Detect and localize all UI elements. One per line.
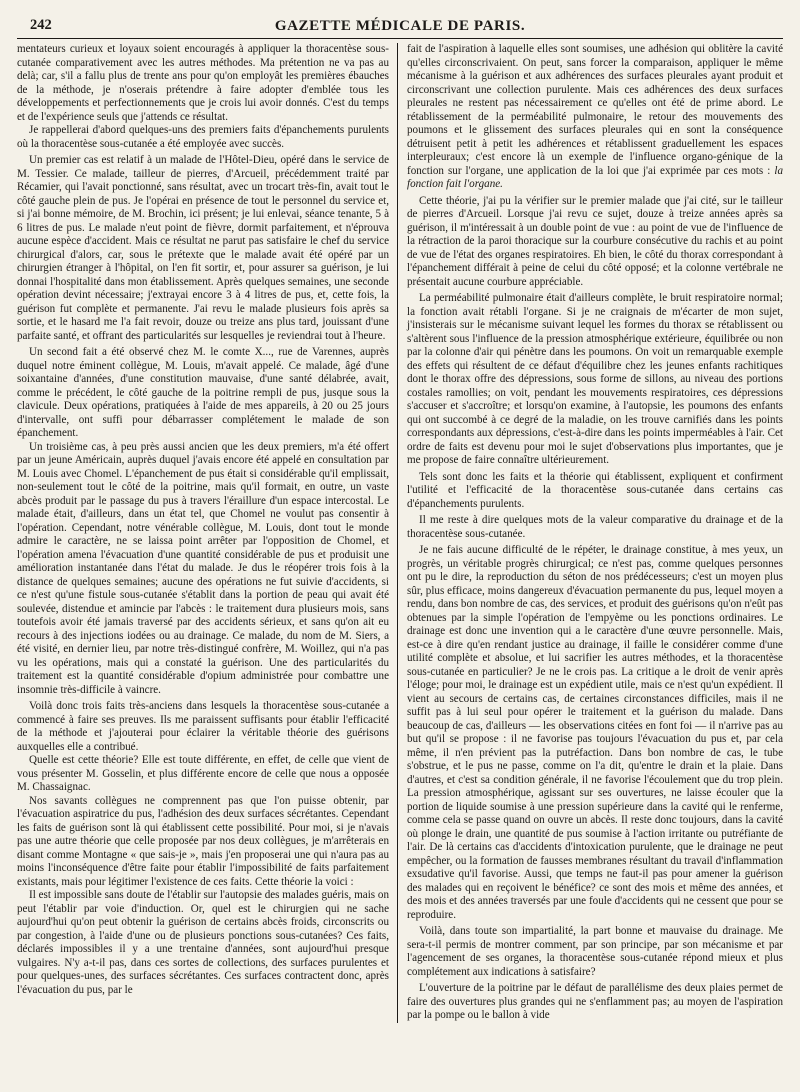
- page-header: [17, 16, 783, 36]
- paragraph: Voilà, dans toute son impartialité, la part bonne et mauvaise du drainage. Me sera-t-il permis de montrer comment, par son principe, par son mécanisme et par l'agencement de ses organes, la thoracentèse sous-cutanée répond mieux et plus complétement aux indications à satisfaire?: [407, 925, 783, 978]
- paragraph: Il me reste à dire quelques mots de la valeur comparative du drainage et de la thoracentèse sous-cutanée.: [407, 514, 783, 540]
- paragraph: La perméabilité pulmonaire était d'ailleurs complète, le bruit respiratoire normal; la fonction avait rétabli l'organe. Si je ne craignais de m'écarter de mon sujet, j'insisterais sur le mécanisme suivant lequel les formes du thorax se rétablissent ou s'altèrent sous l'influence de la pression atmosphérique extérieure, équilibrée ou non par la colonne d'air qui pénètre dans les poumons. On voit un remarquable exemple des effets qui résultent de ce défaut d'équilibre chez les jeunes enfants rachitiques dont le thorax offre des dépressions, sous forme de sillons, au niveau des portions costales ramollies; on voit, pendant les mouvements respiratoires, ces dépressions s'accuser et s'accroître; et lorsqu'on examine, à l'autopsie, les poumons des enfants qui ont succombé à ce degré de la maladie, on les trouve carnifiés dans les points correspondants aux dépressions, c'est-à-dire dans les points imperméables à l'air. Cet ordre de faits est devenu pour moi le sujet d'observations plus importantes, que je me propose de faire connaître ultérieurement.: [407, 292, 783, 466]
- journal-title: GAZETTE MÉDICALE DE PARIS.: [274, 17, 526, 34]
- header-rule: [17, 38, 783, 39]
- paragraph: Un troisième cas, à peu près aussi ancien que les deux premiers, m'a été offert par un jeune Américain, auprès duquel j'avais encore été appelé en consultation par M. Louis avec Chomel. L'épanchement de pus était si considérable qu'il emplissait, non-seulement tout le côté de la poitrine, mais qu'il formait, en outre, un vaste abcès produit par le passage du pus à travers l'éraillure d'un espace intercostal. Le malade était, d'ailleurs, dans un état tel, que Chomel ne voulut pas consentir à l'opération. Cependant, notre vénérable collègue, M. Louis, dont tout le monde admire le caractère, ne se laissa point arrêter par l'opposition de Chomel, et l'opération amena l'évacuation d'une quantité considérable de pus et produisit une amélioration instantanée dans l'état du malade. Je dus le réopérer trois fois à la distance de quelques semaines; aucune des opérations ne fut suivie d'accidents, si ce n'est qu'une fistule sous-cutanée s'établit dans la portion de peau qui avait été soulevée, distendue et amincie par l'abcès : le traitement dura plusieurs mois, sans toutefois avoir été jamais traversé par des accidents sérieux, et sans qu'on ait eu recours à des injections iodées ou au drainage. Ce malade, du nom de M. Siers, a été visité, en dernier lieu, par notre très-distingué confrère, M. Woillez, qui n'a pas vu les opérations, mais qui a constaté la guérison. Une des particularités du traitement est la quantité considérable d'opium administrée pour combattre une insomnie très-difficile à vaincre.: [17, 440, 389, 696]
- paragraph: Nos savants collègues ne comprennent pas que l'on puisse obtenir, par l'évacuation aspiratrice du pus, l'adhésion des deux surfaces sécrétantes. Cependant les faits de guérison sont là qui établissent cette possibilité. Pour moi, si je n'avais pas une autre théorie que celle proposée par nos deux collègues, je m'arrêterais en disant comme Montagne « que sais-je », mais j'en proposerai une qui n'aura pas au moins l'inconséquence d'être faite pour établir l'impossibilité de faits parfaitement existants, mais pour légitimer l'existence de ces faits. Cette théorie la voici :: [17, 794, 389, 888]
- paragraph: Je rappellerai d'abord quelques-uns des premiers faits d'épanchements purulents où la thoracentèse sous-cutanée a été employée avec succès.: [17, 124, 389, 150]
- italic-maxim: la fonction fait l'organe.: [407, 164, 783, 190]
- paragraph: Cette théorie, j'ai pu la vérifier sur le premier malade que j'ai cité, sur le tailleur de pierres d'Arcueil. Lorsque j'ai revu ce sujet, douze à treize années après sa guérison, il m'intéressait à un double point de vue : au point de vue de l'influence de la rétraction de la paroi thoracique sur la courbure consécutive du rachis et au point de vue de l'état des organes respiratoires. Eh bien, le côté du thorax correspondant à l'épanchement différait à peine de celui du côté opposé; et la colonne vertébrale ne présentait aucune courbure appréciable.: [407, 194, 783, 288]
- paragraph: Tels sont donc les faits et la théorie qui établissent, expliquent et confirment l'utilité et l'efficacité de la thoracentèse sous-cutanée dans certains cas d'épanchements purulents.: [407, 470, 783, 510]
- paragraph: Un second fait a été observé chez M. le comte X..., rue de Varennes, auprès duquel notre éminent collègue, M. Louis, m'avait appelé. Ce malade, âgé d'une soixantaine d'années, d'une constitution mauvaise, d'une santé délabrée, avait, comme le précédent, le côté gauche de la poitrine rempli de pus, jusque sous la clavicule. Deux opérations, pratiquées à l'aide de mes appareils, à 20 ou 25 jours d'intervalle, ont suffi pour débarrasser complétement le malade de son épanchement.: [17, 346, 389, 439]
- paragraph-text: fait de l'aspiration à laquelle elles sont soumises, une adhésion qui oblitère la cavité qu'elles circonscrivaient. On peut, sans forcer la comparaison, appliquer le même mécanisme à la guérison et aux adhérences des surfaces pleurales ayant produit et circonscrivant une collection purulente. Mais ces adhérences des deux surfaces pleurales ne restent pas nécessairement ce qu'elles ont été de prime abord. Le rétablissement de la perméabilité pulmonaire, le retour des mouvements des poumons et le glissement des surfaces pleurales qui en sont la conséquence détruisent petit à petit les adhérences et rétablissent graduellement les espaces interpleuraux; c'est encore là un exemple de l'influence organo-génique de la fonction sur l'organe, une application de la loi que j'ai exprimée par ces mots :: [407, 43, 783, 177]
- page-number: 242: [30, 17, 52, 33]
- paragraph: Quelle est cette théorie? Elle est toute différente, en effet, de celle que vient de vous présenter M. Gosselin, et plus différente encore de celle que nous a opposée M. Chassaignac.: [17, 754, 389, 793]
- right-column: [403, 43, 783, 1023]
- paragraph: mentateurs curieux et loyaux soient encouragés à appliquer la thoracentèse sous-cutanée comparativement avec les autres méthodes. Ma prétention ne va pas au delà; car, s'il a fallu plus de trente ans pour qu'on employât les premières ébauches de la méthode, je n'oserais prétendre à faire adopter d'emblée tous les développements et perfectionnements que je crois lui avoir donnés. C'est du temps et de l'expérience seuls que j'attends ce résultat.: [17, 43, 389, 123]
- paragraph: [407, 43, 783, 192]
- paragraph: L'ouverture de la poitrine par le défaut de parallélisme des deux plaies permet de faire des ouvertures plus grandes qui ne s'enflamment pas; au moyen de l'aspiration par la pompe ou le ballon à vide: [407, 982, 783, 1021]
- paragraph: Il est impossible sans doute de l'établir sur l'autopsie des malades guéris, mais on peut l'établir par voie d'induction. Or, quel est le chirurgien qui ne sache aujourd'hui qu'on peut obtenir la guérison de certains abcès froids, circonscrits ou par congestion, à l'aide d'une ou de plusieurs ponctions sous-cutanées? Ces faits, déclarés impossibles il y a une trentaine d'années, sont aujourd'hui presque vulgaires. N'y a-t-il pas, dans ces sortes de collections, des surfaces purulentes et pour quelques-unes, des surfaces sécrétantes. Ces surfaces contractent donc, après l'évacuation du pus, par le: [17, 889, 389, 996]
- paragraph: Je ne fais aucune difficulté de le répéter, le drainage constitue, à mes yeux, un progrès, un véritable progrès chirurgical; ce n'est pas, comme quelques personnes ont pu le dire, la reproduction du séton de nos prédécesseurs; c'est un moyen plus sûr, plus efficace, moins dangereux d'évacuation permanente du pus, lequel moyen a rendu, dans bon nombre de cas, des services, et produit des guérisons qu'on n'eût pas obtenues par la simple l'opération de l'empyème ou les ponctions ordinaires. Le drainage est donc une invention qui a le caractère d'une œuvre personnelle. Mais, est-ce à dire qu'en rendant justice au drainage, il faille le considérer comme d'une utilité complète et absolue, et lui sacrifier les autres méthodes, et la thoracentèse sous-cutanée en particulier? Je ne le crois pas. La critique a le droit de venir après l'éloge; pour moi, le drainage est un expédient utile, mais ce n'est qu'un expédient. Il vient au secours de certains cas, de certaines circonstances difficiles, mais il ne suffit pas à lui seul pour opérer le traitement et la guérison du malade. Dans beaucoup de cas, d'ailleurs — les observations citées en font foi — il n'arrive pas au but qu'il se propose : il ne favorise pas toujours l'évacuation du pus et, par cela même, il n'en prévient pas la putréfaction. Dans bon nombre de cas, le tube s'obstrue, et le pus ne passe, comme on l'a dit, qu'entre le drain et la plaie. Dans d'autres, et c'est sa condition générale, il ne favorise l'écoulement que du trop plein. La pression atmosphérique, agissant sur ses ouvertures, ne laisse écouler que la portion de liquide soumise à une pression supérieure dans la cavité qui le renferme, comme cela se passe quand on ouvre un abcès. Il reste donc toujours, dans la cavité où plonge le drain, une quantité de pus soumise à l'action irritante ou putréfiante de l'air. De là certains cas d'accidents d'intoxication purulente, que le drainage ne peut empêcher, ou la formation de fausses membranes résultant du travail d'inflammation exsudative qu'il favorise. Aussi, que temps ne faut-il pas pour amener la guérison des malades qui en reçoivent le bénéfice? ce sont des mois et même des années, et des mois et des années traversés par une foule d'accidents qui ne cessent que pour se reproduire.: [407, 544, 783, 921]
- left-column: [17, 43, 398, 1023]
- paragraph: Voilà donc trois faits très-anciens dans lesquels la thoracentèse sous-cutanée a commencé à faire ses preuves. Ils me paraissent suffisants pour établir l'efficacité de la méthode et j'ajouterai pour éclairer la véritable théorie des guérisons auxquelles elle a contribué.: [17, 700, 389, 753]
- text-columns: [17, 43, 783, 1023]
- paragraph: Un premier cas est relatif à un malade de l'Hôtel-Dieu, opéré dans le service de M. Tessier. Ce malade, tailleur de pierres, d'Arcueil, précédemment traité par Récamier, qui l'avait ponctionné, sans résultat, avec un trocart très-fin, avait tout le côté gauche plein de pus. Je l'opérai en présence de tout le personnel du service et, si j'ai bonne mémoire, de M. Brochin, ici présent; je lui enlevai, séance tenante, 5 à 6 litres de pus. Le malade n'eut point de fièvre, dormit parfaitement, et n'éprouva aucune espèce d'accident. Mais ce résultat ne parut pas satisfaire le chef du service chirurgical d'alors, car, sous le prétexte que le malade avait été opéré par un chirurgien étranger à l'hôpital, on l'en fit sortir, et, pour assurer sa guérison, je lui donnai l'hospitalité dans mon établissement. Après quelques semaines, une seconde opération devint nécessaire; j'extrayai encore 3 à 4 litres de pus, et, cette fois, la guérison fut complète et permanente. J'ai revu le malade plusieurs fois après sa sortie, et le hasard me l'a fait revoir, douze ou treize ans plus tard, jouissant d'une parfaite santé, et offrant des particularités sur lesquelles je reviendrai tout à l'heure.: [17, 154, 389, 342]
